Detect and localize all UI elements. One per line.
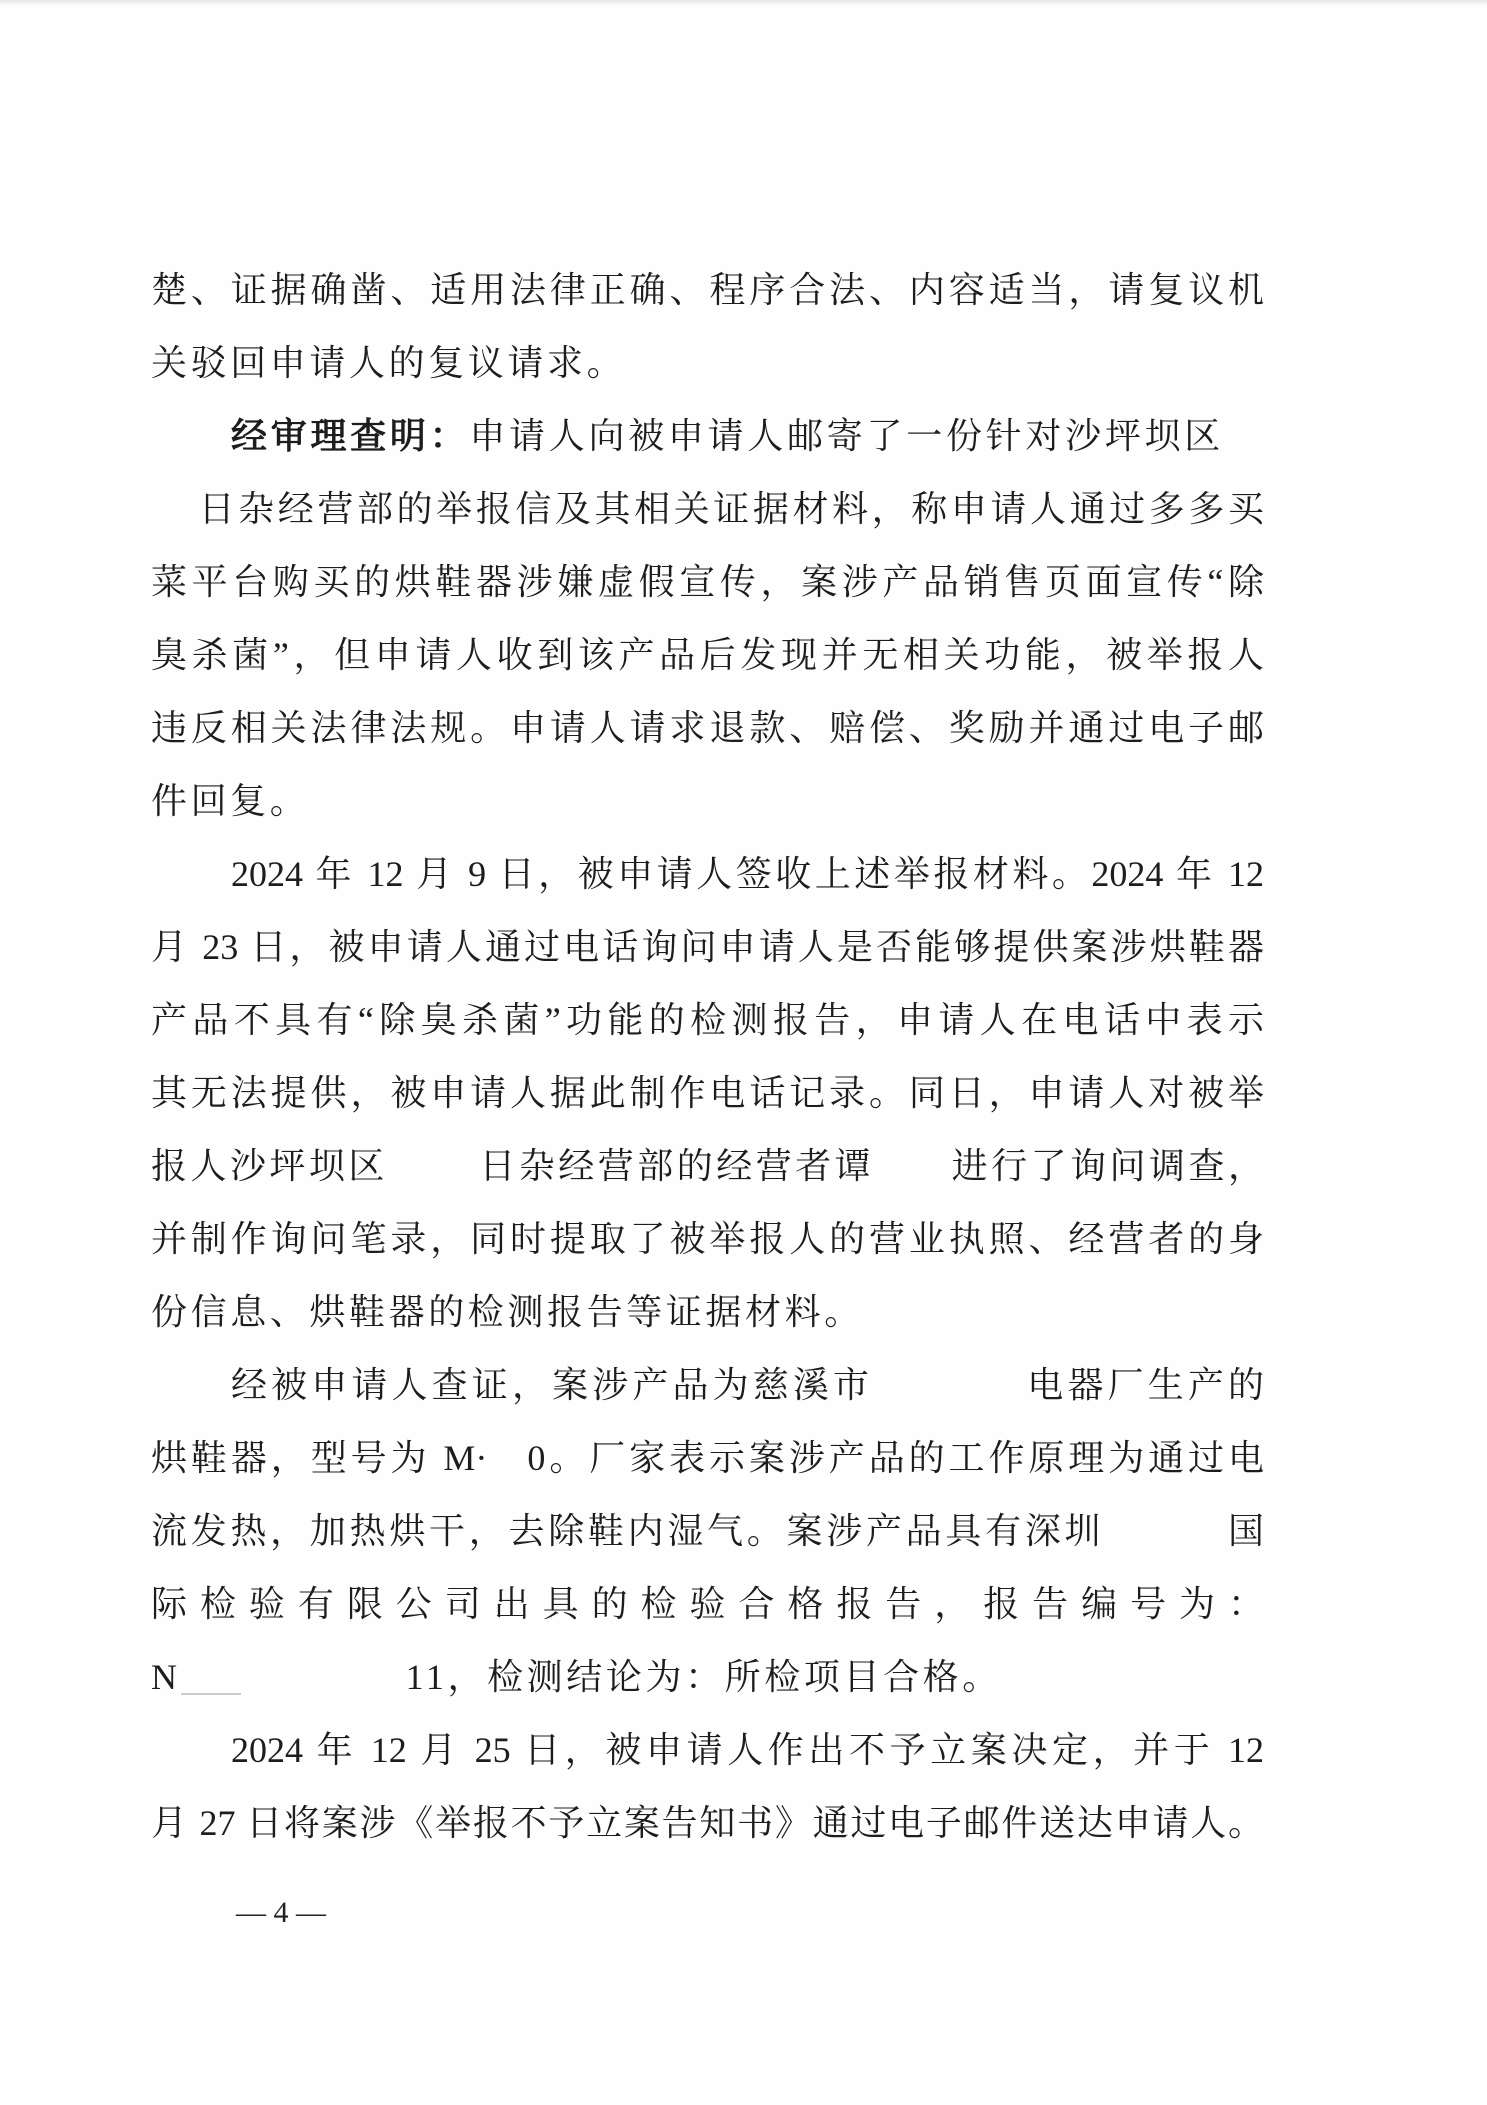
redaction-blank bbox=[151, 512, 195, 513]
redaction-blank bbox=[487, 1461, 527, 1462]
text-segment: 臭杀菌”，但申请人收到该产品后发现并无相关功能，被举报人 bbox=[151, 635, 1264, 675]
redaction-blank bbox=[874, 1169, 948, 1170]
section-label: 经审理查明： bbox=[231, 416, 470, 456]
text-segment: 0。厂家表示案涉产品的工作原理为通过电 bbox=[527, 1438, 1264, 1478]
text-segment: 并制作询问笔录，同时提取了被举报人的营业执照、经营者的身 bbox=[151, 1219, 1264, 1259]
text-line bbox=[151, 1787, 1264, 1860]
text-segment: 产品不具有“除臭杀菌”功能的检测报告，申请人在电话中表示 bbox=[151, 1000, 1264, 1040]
text-segment: 进行了询问调查， bbox=[948, 1146, 1264, 1186]
text-segment: 关驳回申请人的复议请求。 bbox=[151, 343, 627, 383]
text-line bbox=[151, 911, 1264, 984]
text-segment: 日杂经营部的经营者谭 bbox=[475, 1146, 875, 1186]
text-line bbox=[151, 546, 1264, 619]
text-line bbox=[151, 765, 1264, 838]
redaction-blank bbox=[1104, 1534, 1224, 1535]
page-number: — 4 — bbox=[236, 1896, 326, 1929]
text-segment: 2024 年 12 月 9 日，被申请人签收上述举报材料。2024 年 12 bbox=[231, 854, 1264, 894]
text-line bbox=[151, 1057, 1264, 1130]
document-body bbox=[151, 254, 1264, 1860]
redaction-blank bbox=[181, 1693, 241, 1695]
text-segment: 国 bbox=[1224, 1511, 1264, 1551]
text-segment: 月 23 日，被申请人通过电话询问申请人是否能够提供案涉烘鞋器 bbox=[151, 927, 1264, 967]
text-line bbox=[151, 327, 1264, 400]
redaction-blank bbox=[388, 1169, 476, 1170]
text-segment: 11，检测结论为：所检项目合格。 bbox=[405, 1657, 1002, 1697]
text-line bbox=[151, 1349, 1264, 1422]
text-segment: 流发热，加热烘干，去除鞋内湿气。案涉产品具有深圳 bbox=[151, 1511, 1105, 1551]
text-line bbox=[151, 400, 1264, 473]
text-segment: 报人沙坪坝区 bbox=[151, 1146, 388, 1186]
text-line bbox=[151, 254, 1264, 327]
text-line bbox=[151, 1203, 1264, 1276]
text-segment: 份信息、烘鞋器的检测报告等证据材料。 bbox=[151, 1292, 864, 1332]
text-line bbox=[151, 692, 1264, 765]
text-line bbox=[151, 619, 1264, 692]
text-line bbox=[151, 1130, 1264, 1203]
text-line bbox=[151, 1495, 1264, 1568]
text-segment: 电器厂生产的 bbox=[1023, 1365, 1264, 1405]
scan-edge bbox=[0, 0, 1487, 6]
text-segment: 楚、证据确凿、适用法律正确、程序合法、内容适当，请复议机 bbox=[151, 270, 1264, 310]
redaction-blank bbox=[1224, 439, 1264, 440]
text-line bbox=[151, 838, 1264, 911]
redaction-blank bbox=[873, 1388, 1023, 1389]
redaction-blank bbox=[241, 1680, 406, 1681]
text-segment: 件回复。 bbox=[151, 781, 310, 821]
text-segment: 月 27 日将案涉《举报不予立案告知书》通过电子邮件送达申请人。 bbox=[151, 1803, 1264, 1843]
text-line bbox=[151, 984, 1264, 1057]
text-line bbox=[151, 1641, 1264, 1714]
text-line bbox=[151, 1422, 1264, 1495]
text-segment: 申请人向被申请人邮寄了一份针对沙坪坝区 bbox=[469, 416, 1224, 456]
text-line bbox=[151, 1568, 1264, 1641]
text-segment: 际检验有限公司出具的检验合格报告，报告编号为： bbox=[151, 1584, 1264, 1624]
text-segment: 烘鞋器，型号为 M· bbox=[151, 1438, 488, 1478]
text-segment: 其无法提供，被申请人据此制作电话记录。同日，申请人对被举 bbox=[151, 1073, 1264, 1113]
text-line bbox=[151, 473, 1264, 546]
text-segment: N bbox=[151, 1657, 181, 1697]
text-segment: 2024 年 12 月 25 日，被申请人作出不予立案决定，并于 12 bbox=[231, 1730, 1264, 1770]
text-line bbox=[151, 1714, 1264, 1787]
text-segment: 日杂经营部的举报信及其相关证据材料，称申请人通过多多买 bbox=[195, 489, 1264, 529]
text-segment: 菜平台购买的烘鞋器涉嫌虚假宣传，案涉产品销售页面宣传“除 bbox=[151, 562, 1264, 602]
text-line bbox=[151, 1276, 1264, 1349]
text-segment: 经被申请人查证，案涉产品为慈溪市 bbox=[231, 1365, 874, 1405]
text-segment: 违反相关法律法规。申请人请求退款、赔偿、奖励并通过电子邮 bbox=[151, 708, 1264, 748]
